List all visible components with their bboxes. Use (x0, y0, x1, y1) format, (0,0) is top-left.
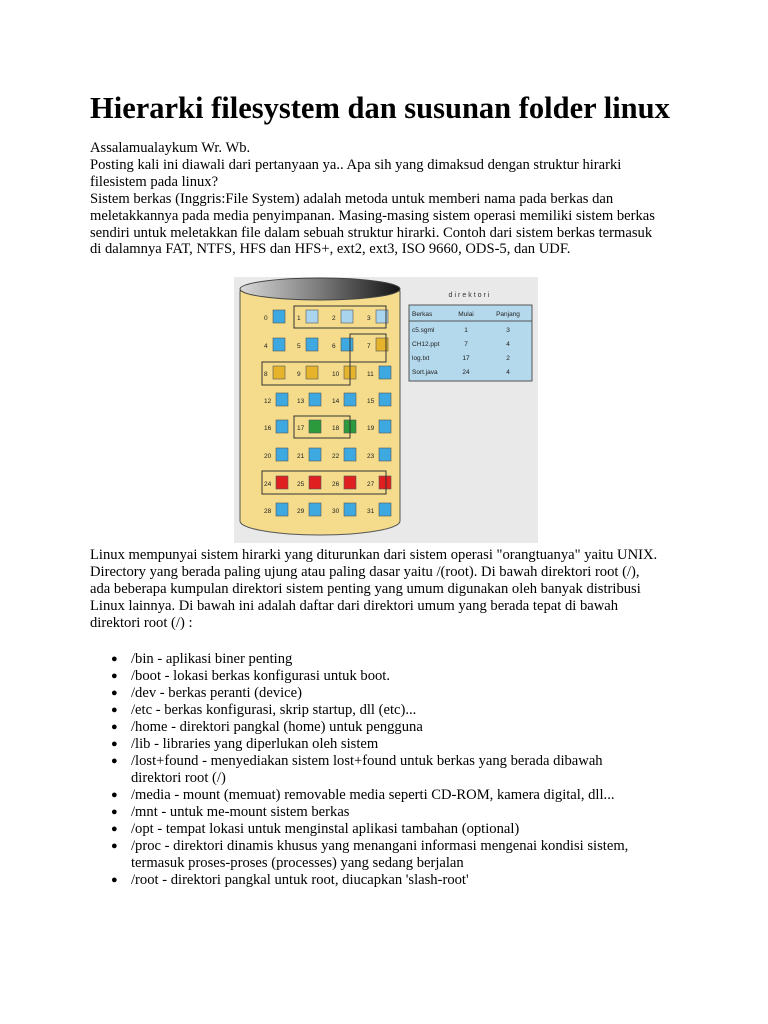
body-paragraph (90, 547, 690, 632)
block-number-label: 10 (332, 371, 340, 378)
block-number-label: 11 (367, 371, 374, 378)
block-number-label: 23 (367, 453, 375, 460)
block-number-label: 17 (297, 425, 305, 432)
disk-block (379, 448, 391, 461)
filesystem-figure (234, 277, 538, 543)
page-title: Hierarki filesystem dan susunan folder linux (90, 91, 670, 125)
text-line: Posting kali ini diawali dari pertanyaan ya.. Apa sih yang dimaksud dengan struktur hirarki (90, 156, 622, 173)
directory-list-item (90, 872, 690, 889)
block-number-label: 7 (367, 343, 371, 350)
disk-block (379, 393, 391, 406)
disk-block (276, 448, 288, 461)
block-number-label: 18 (332, 425, 340, 432)
disk-block (344, 448, 356, 461)
directory-table-cell: 4 (506, 341, 510, 348)
block-number-label: 15 (367, 398, 375, 405)
bullet-icon: ● (111, 874, 118, 886)
text-line: di dalamnya FAT, NTFS, HFS dan HFS+, ext2, ext3, ISO 9660, ODS-5, dan UDF. (90, 241, 571, 258)
text-line: filesistem pada linux? (90, 173, 219, 190)
bullet-icon: ● (111, 721, 118, 733)
directory-item-text: /dev - berkas peranti (device) (131, 685, 302, 701)
block-number-label: 4 (264, 343, 268, 350)
block-number-label: 2 (332, 315, 336, 322)
directory-item-text: direktori root (/) (131, 770, 226, 786)
directory-list-item (90, 753, 690, 787)
text-line: Directory yang berada paling ujung atau paling dasar yaitu /(root). Di bawah direktori root (/), (90, 563, 640, 580)
block-number-label: 30 (332, 508, 340, 515)
disk-block (273, 338, 285, 351)
text-line: Linux mempunyai sistem hirarki yang diturunkan dari sistem operasi "orangtuanya" yaitu UNIX. (90, 547, 658, 563)
block-number-label: 14 (332, 398, 340, 405)
directory-table-cell: 7 (464, 341, 468, 348)
block-number-label: 8 (264, 371, 268, 378)
directory-list-item (90, 702, 690, 719)
text-line: sendiri untuk meletakkan file dalam sebuah struktur hirarki. Contoh dari sistem berkas termasuk (90, 224, 653, 241)
block-number-label: 28 (264, 508, 272, 515)
directory-list-item (90, 821, 690, 838)
disk-block (309, 420, 321, 433)
directory-item-text: /proc - direktori dinamis khusus yang menangani informasi mengenai kondisi sistem, (131, 838, 629, 854)
block-number-label: 25 (297, 481, 305, 488)
disk-block (309, 393, 321, 406)
block-number-label: 31 (367, 508, 375, 515)
directory-item-text: /lib - libraries yang diperlukan oleh sistem (131, 736, 379, 752)
disk-block (344, 393, 356, 406)
directory-header-cell: Panjang (496, 311, 520, 318)
block-number-label: 3 (367, 315, 371, 322)
directory-list-item (90, 651, 690, 668)
disk-block (276, 476, 288, 489)
bullet-icon: ● (111, 789, 118, 801)
directory-list-item (90, 685, 690, 702)
block-number-label: 21 (297, 453, 305, 460)
directory-table-cell: c5.sgml (412, 327, 435, 334)
disk-block (379, 476, 391, 489)
disk-block (341, 338, 353, 351)
text-line: Assalamualaykum Wr. Wb. (90, 140, 251, 156)
disk-block (306, 310, 318, 323)
text-line: meletakkannya pada media penyimpanan. Masing-masing sistem operasi memiliki sistem berkas (90, 207, 655, 224)
directory-item-text: /lost+found - menyediakan sistem lost+found untuk berkas yang berada dibawah (131, 753, 603, 769)
directory-list (90, 651, 690, 889)
intro-paragraph (90, 140, 690, 258)
directory-table-cell: CH12.ppt (412, 341, 440, 348)
block-number-label: 12 (264, 398, 272, 405)
block-number-label: 19 (367, 425, 375, 432)
directory-list-item (90, 719, 690, 736)
block-number-label: 20 (264, 453, 272, 460)
block-number-label: 26 (332, 481, 340, 488)
disk-block (306, 338, 318, 351)
directory-list-item (90, 736, 690, 753)
disk-block (273, 366, 285, 379)
directory-item-text: /etc - berkas konfigurasi, skrip startup, dll (etc)... (131, 702, 417, 718)
bullet-icon: ● (111, 755, 118, 767)
block-number-label: 29 (297, 508, 305, 515)
directory-title: direktori (448, 292, 492, 299)
directory-list-item (90, 838, 690, 872)
directory-item-text: /media - mount (memuat) removable media seperti CD-ROM, kamera digital, dll... (131, 787, 615, 803)
bullet-icon: ● (111, 840, 118, 852)
block-number-label: 9 (297, 371, 301, 378)
block-number-label: 6 (332, 343, 336, 350)
disk-block (273, 310, 285, 323)
directory-item-text: /home - direktori pangkal (home) untuk pengguna (131, 719, 423, 735)
bullet-icon: ● (111, 823, 118, 835)
disk-block (379, 420, 391, 433)
directory-table-cell: 4 (506, 369, 510, 376)
bullet-icon: ● (111, 738, 118, 750)
disk-block (309, 476, 321, 489)
contiguous-allocation-diagram (234, 277, 538, 543)
bullet-icon: ● (111, 670, 118, 682)
directory-table-cell: 17 (462, 355, 470, 362)
block-number-label: 16 (264, 425, 272, 432)
block-number-label: 22 (332, 453, 340, 460)
bullet-icon: ● (111, 704, 118, 716)
text-line: Sistem berkas (Inggris:File System) adalah metoda untuk memberi nama pada berkas dan (90, 190, 614, 207)
directory-item-text: /bin - aplikasi biner penting (131, 651, 293, 667)
disk-block (276, 420, 288, 433)
block-number-label: 24 (264, 481, 272, 488)
directory-table-cell: 24 (462, 369, 470, 376)
disk-block (276, 393, 288, 406)
directory-table-cell: log.txt (412, 355, 430, 362)
directory-table-cell: 2 (506, 355, 510, 362)
directory-item-text: termasuk proses-proses (processes) yang sedang berjalan (131, 855, 464, 871)
directory-table-cell: Sort.java (412, 369, 438, 376)
bullet-icon: ● (111, 806, 118, 818)
directory-table-cell: 3 (506, 327, 510, 334)
directory-item-text: /mnt - untuk me-mount sistem berkas (131, 804, 350, 820)
block-number-label: 5 (297, 343, 301, 350)
directory-header-cell: Mulai (458, 311, 474, 318)
directory-item-text: /opt - tempat lokasi untuk menginstal aplikasi tambahan (optional) (131, 821, 520, 837)
block-number-label: 1 (297, 315, 301, 322)
disk-block (379, 366, 391, 379)
disk-block (344, 503, 356, 516)
directory-item-text: /root - direktori pangkal untuk root, diucapkan 'slash-root' (131, 872, 469, 888)
block-number-label: 0 (264, 315, 268, 322)
bullet-icon: ● (111, 687, 118, 699)
bullet-icon: ● (111, 653, 118, 665)
directory-list-item (90, 804, 690, 821)
block-number-label: 13 (297, 398, 305, 405)
disk-cylinder-top (240, 278, 400, 300)
disk-block (309, 503, 321, 516)
directory-panel (409, 292, 532, 381)
disk-block (276, 503, 288, 516)
directory-list-item (90, 668, 690, 685)
text-line: ada beberapa kumpulan direktori sistem penting yang umum digunakan oleh banyak distribusi (90, 580, 641, 597)
text-line: direktori root (/) : (90, 614, 193, 631)
directory-list-item (90, 787, 690, 804)
disk-block (309, 448, 321, 461)
disk-block (379, 503, 391, 516)
directory-table-cell: 1 (464, 327, 468, 334)
directory-item-text: /boot - lokasi berkas konfigurasi untuk boot. (131, 668, 391, 684)
disk-block (341, 310, 353, 323)
directory-header-cell: Berkas (412, 311, 433, 318)
block-number-label: 27 (367, 481, 375, 488)
text-line: Linux lainnya. Di bawah ini adalah daftar dari direktori umum yang berada tepat di bawah (90, 597, 619, 614)
disk-block (306, 366, 318, 379)
disk-block (344, 476, 356, 489)
